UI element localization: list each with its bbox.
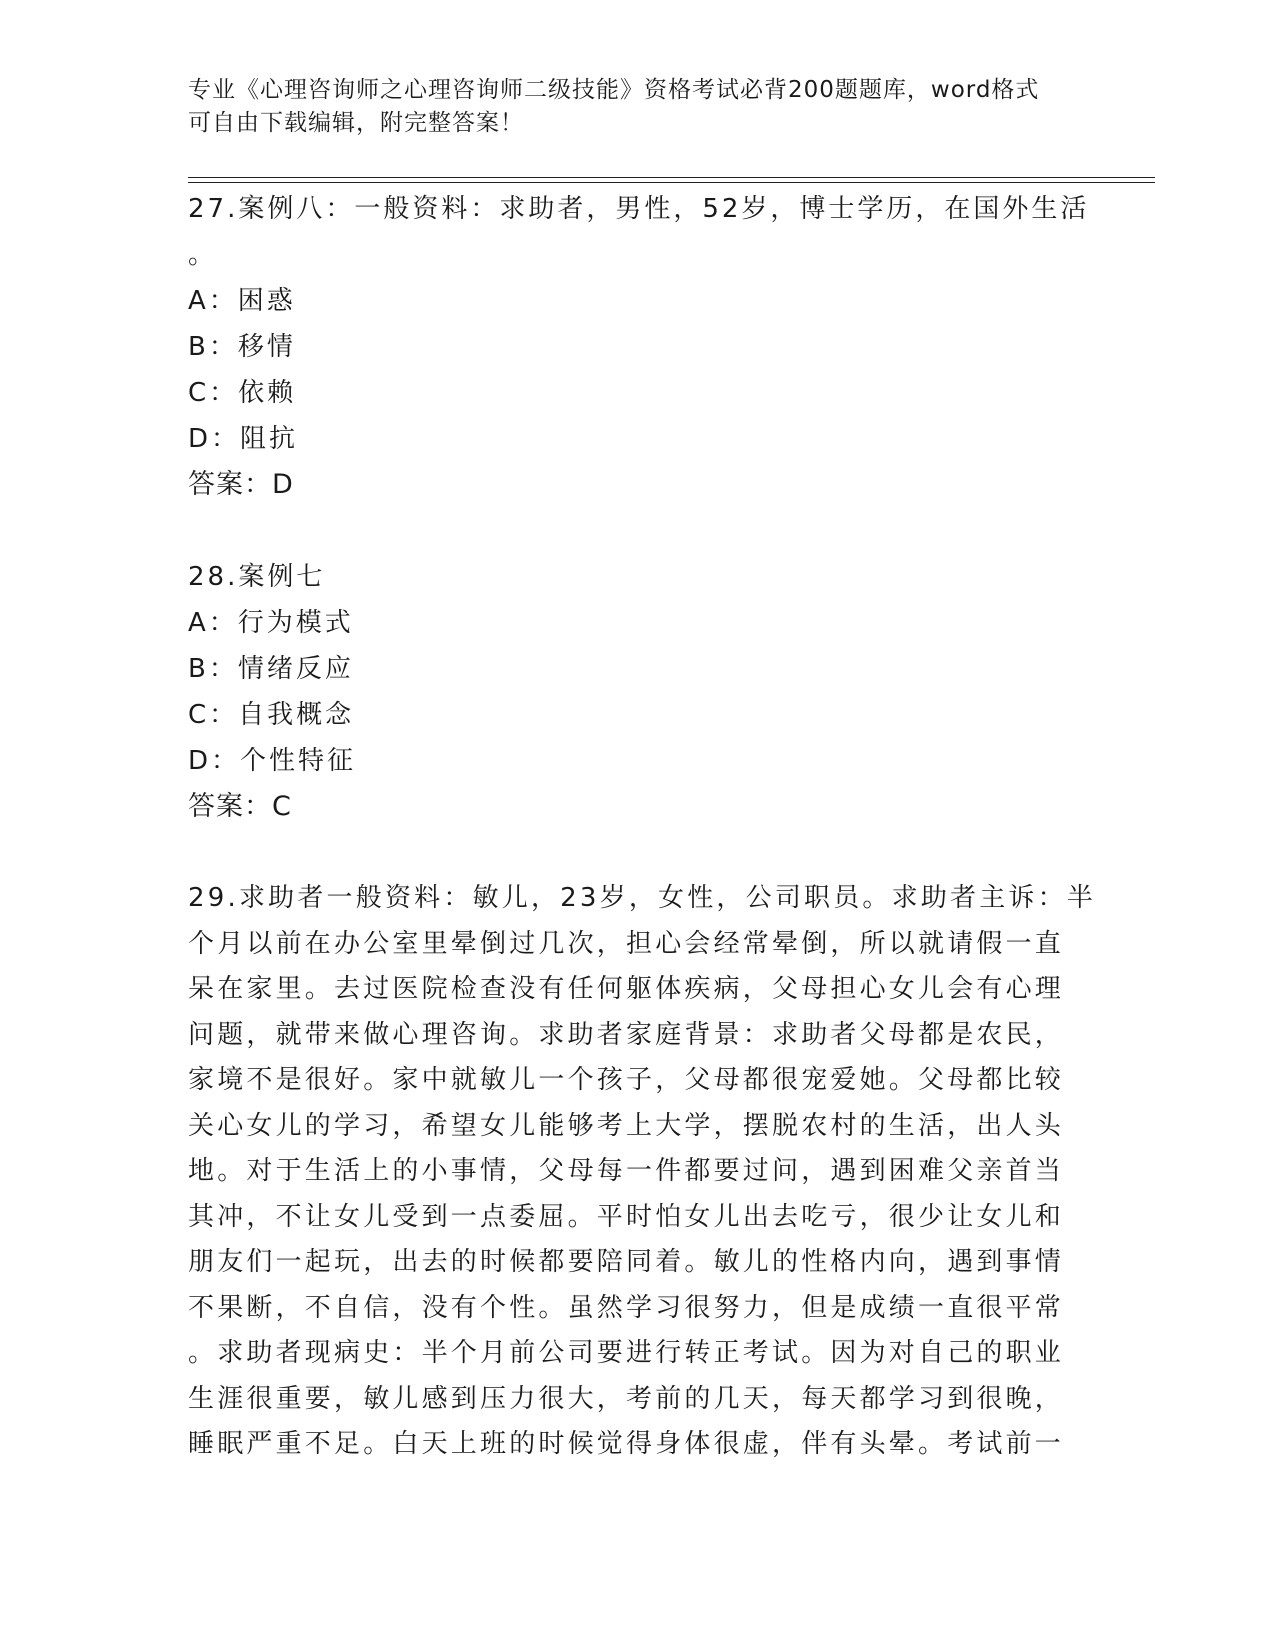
option-d: D：个性特征 bbox=[188, 746, 357, 776]
question-stem-line: 生涯很重要，敏儿感到压力很大，考前的几天，每天都学习到很晚， bbox=[188, 1383, 1065, 1414]
question-stem-line: 个月以前在办公室里晕倒过几次，担心会经常晕倒，所以就请假一直 bbox=[188, 928, 1065, 959]
question-stem-line: 。 bbox=[188, 240, 218, 270]
header-divider-top bbox=[188, 177, 1155, 178]
question-stem-line: 关心女儿的学习，希望女儿能够考上大学，摆脱农村的生活，出人头 bbox=[188, 1110, 1065, 1141]
header-divider-bottom bbox=[188, 182, 1155, 183]
option-c: C：自我概念 bbox=[188, 700, 355, 730]
question-27 bbox=[188, 186, 1088, 508]
question-stem-line: 29.求助者一般资料：敏儿，23岁，女性，公司职员。求助者主诉：半 bbox=[188, 883, 1097, 913]
option-b: B：移情 bbox=[188, 332, 296, 362]
question-stem-line: 地。对于生活上的小事情，父母每一件都要过问，遇到困难父亲首当 bbox=[188, 1156, 1065, 1186]
answer-label: 答案：C bbox=[188, 791, 292, 822]
option-a: A：困惑 bbox=[188, 286, 296, 316]
question-stem-line: 27.案例八：一般资料：求助者，男性，52岁，博士学历，在国外生活 bbox=[188, 194, 1090, 224]
question-stem-line: 其冲，不让女儿受到一点委屈。平时怕女儿出去吃亏，很少让女儿和 bbox=[188, 1201, 1065, 1232]
question-28 bbox=[188, 554, 1088, 830]
question-stem-line: 28.案例七 bbox=[188, 562, 326, 592]
answer-label: 答案：D bbox=[188, 469, 294, 500]
question-stem-line: 朋友们一起玩，出去的时候都要陪同着。敏儿的性格内向，遇到事情 bbox=[188, 1247, 1065, 1277]
question-stem-line: 睡眠严重不足。白天上班的时候觉得身体很虚，伴有头晕。考试前一 bbox=[188, 1429, 1065, 1459]
option-c: C：依赖 bbox=[188, 378, 297, 408]
question-stem-line: 。求助者现病史：半个月前公司要进行转正考试。因为对自己的职业 bbox=[188, 1338, 1065, 1368]
question-29 bbox=[188, 876, 1097, 1468]
document-header bbox=[188, 74, 1088, 140]
option-d: D：阻抗 bbox=[188, 424, 299, 454]
header-line-1: 专业《心理咨询师之心理咨询师二级技能》资格考试必背200题题库，word格式 bbox=[188, 77, 1040, 103]
option-a: A：行为模式 bbox=[188, 608, 354, 638]
option-b: B：情绪反应 bbox=[188, 654, 354, 684]
spacer bbox=[188, 830, 1088, 876]
question-list bbox=[188, 186, 1097, 1468]
header-line-2: 可自由下载编辑，附完整答案！ bbox=[188, 110, 524, 136]
question-stem-line: 呆在家里。去过医院检查没有任何躯体疾病，父母担心女儿会有心理 bbox=[188, 974, 1065, 1004]
question-stem-line: 问题，就带来做心理咨询。求助者家庭背景：求助者父母都是农民， bbox=[188, 1019, 1065, 1050]
question-stem-line: 家境不是很好。家中就敏儿一个孩子，父母都很宠爱她。父母都比较 bbox=[188, 1065, 1065, 1095]
question-stem-line: 不果断，不自信，没有个性。虽然学习很努力，但是成绩一直很平常 bbox=[188, 1292, 1065, 1323]
spacer bbox=[188, 508, 1088, 554]
